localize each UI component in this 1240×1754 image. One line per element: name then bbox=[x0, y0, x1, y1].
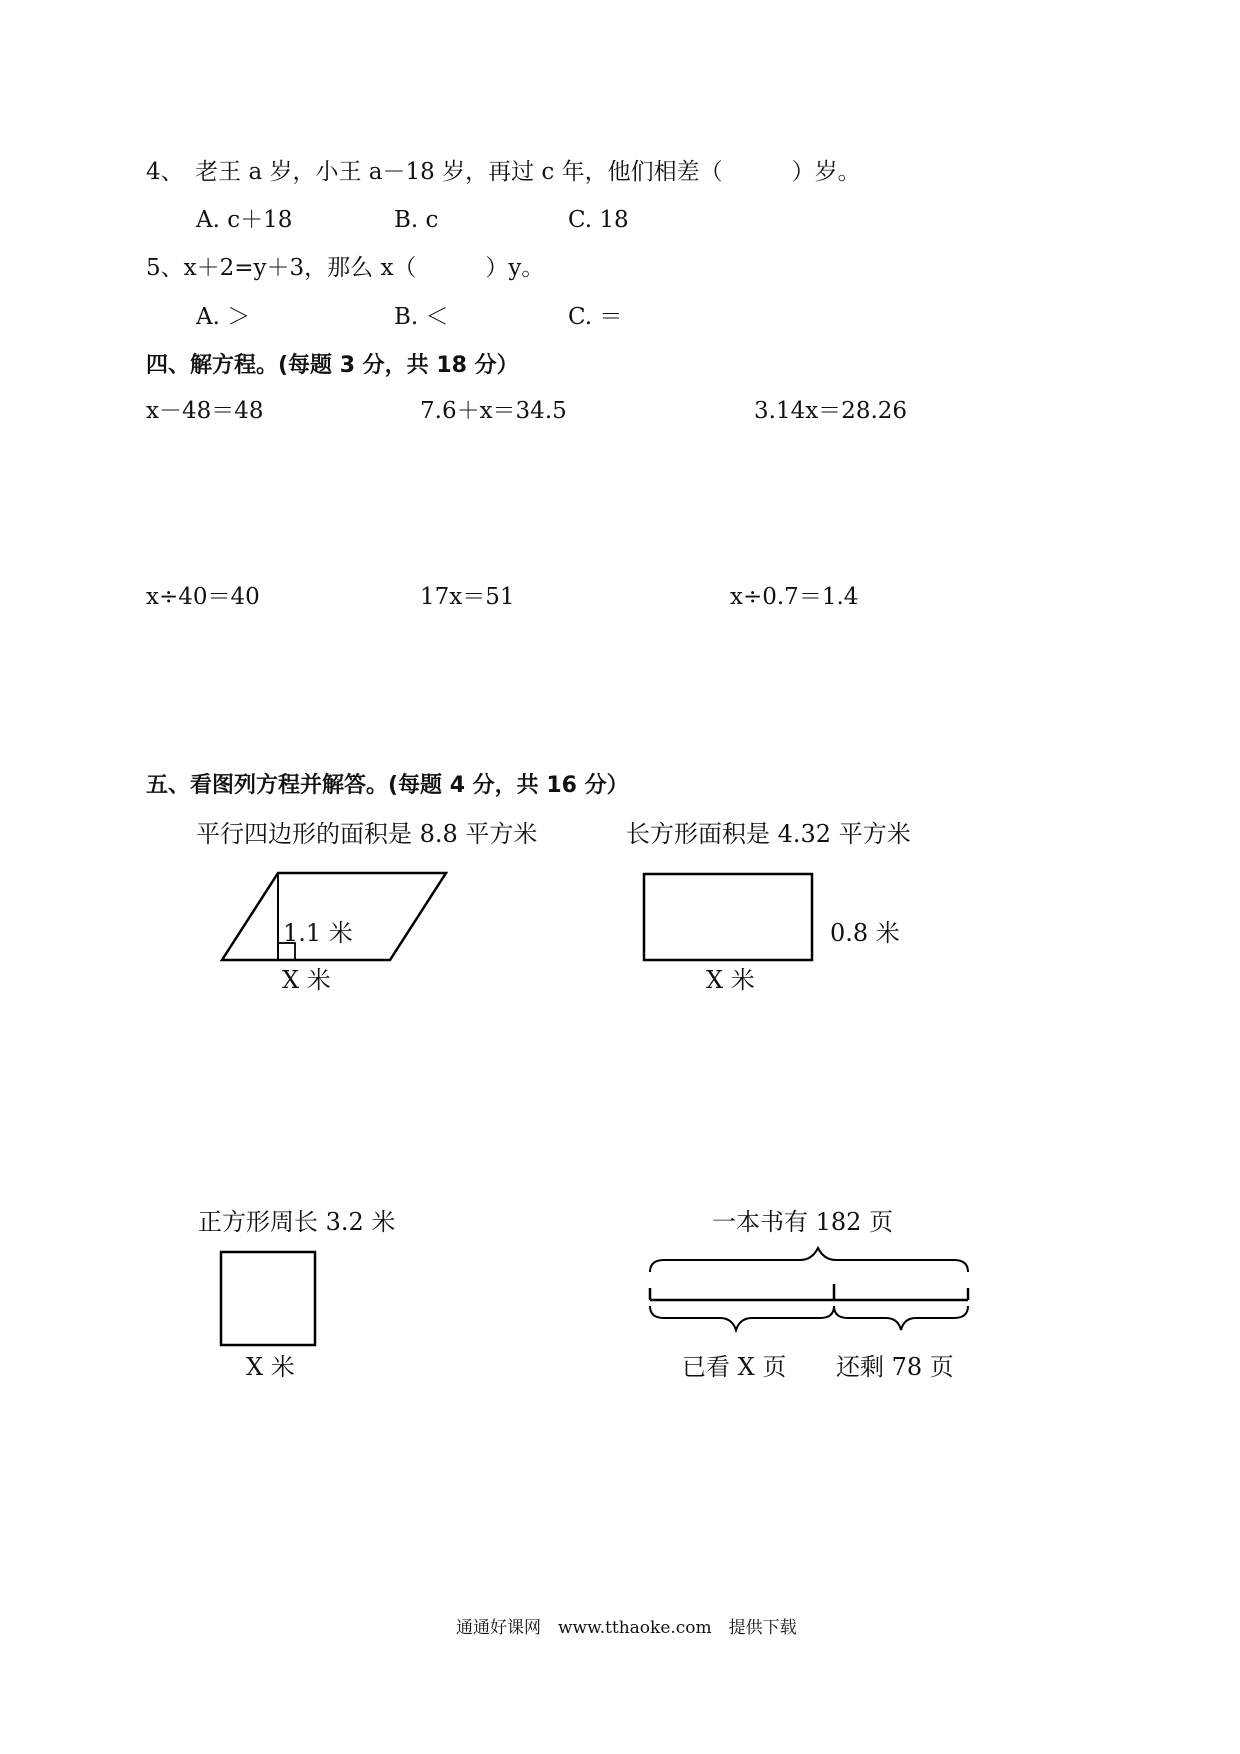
equation-2: 7.6＋x＝34.5 bbox=[420, 398, 567, 424]
book-left-label: 还剩 78 页 bbox=[836, 1353, 954, 1381]
equation-3: 3.14x＝28.26 bbox=[754, 398, 908, 424]
rectangle-side-label: 0.8 米 bbox=[830, 919, 900, 947]
section4-title: 四、解方程。(每题 3 分，共 18 分） bbox=[146, 353, 519, 378]
parallelogram-caption: 平行四边形的面积是 8.8 平方米 bbox=[196, 820, 538, 848]
equation-4: x÷40＝40 bbox=[146, 584, 260, 610]
q5-stem: 5、x＋2=y＋3，那么 x（ ）y。 bbox=[146, 255, 545, 281]
q4-option-c: C. 18 bbox=[568, 207, 629, 233]
parallelogram-base-label: X 米 bbox=[282, 966, 331, 994]
square-side-label: X 米 bbox=[246, 1353, 295, 1381]
footer-text: 通通好课网 www.tthaoke.com 提供下载 bbox=[456, 1618, 797, 1638]
book-read-label: 已看 X 页 bbox=[682, 1353, 787, 1381]
left-brace bbox=[834, 1306, 968, 1330]
q5-option-c: C. ＝ bbox=[568, 304, 623, 330]
q4-stem: 4、 老王 a 岁，小王 a－18 岁，再过 c 年，他们相差（ ）岁。 bbox=[146, 159, 861, 185]
equation-6: x÷0.7＝1.4 bbox=[730, 584, 859, 610]
equation-1: x－48＝48 bbox=[146, 398, 264, 424]
rectangle-shape bbox=[644, 874, 812, 960]
read-brace bbox=[650, 1306, 834, 1330]
rectangle-base-label: X 米 bbox=[706, 966, 755, 994]
book-segment-diagram bbox=[650, 1284, 968, 1300]
equation-5: 17x＝51 bbox=[420, 584, 515, 610]
parallelogram-height-label: 1.1 米 bbox=[283, 919, 353, 947]
q4-option-a: A. c＋18 bbox=[196, 207, 293, 233]
q5-option-a: A. ＞ bbox=[196, 304, 251, 330]
square-shape bbox=[221, 1252, 315, 1345]
book-total-label: 一本书有 182 页 bbox=[712, 1208, 894, 1236]
square-caption: 正方形周长 3.2 米 bbox=[198, 1208, 396, 1236]
rectangle-caption: 长方形面积是 4.32 平方米 bbox=[626, 820, 911, 848]
section5-title: 五、看图列方程并解答。(每题 4 分，共 16 分） bbox=[146, 773, 629, 798]
q4-option-b: B. c bbox=[394, 207, 439, 233]
total-brace bbox=[650, 1248, 968, 1272]
q5-option-b: B. ＜ bbox=[394, 304, 449, 330]
